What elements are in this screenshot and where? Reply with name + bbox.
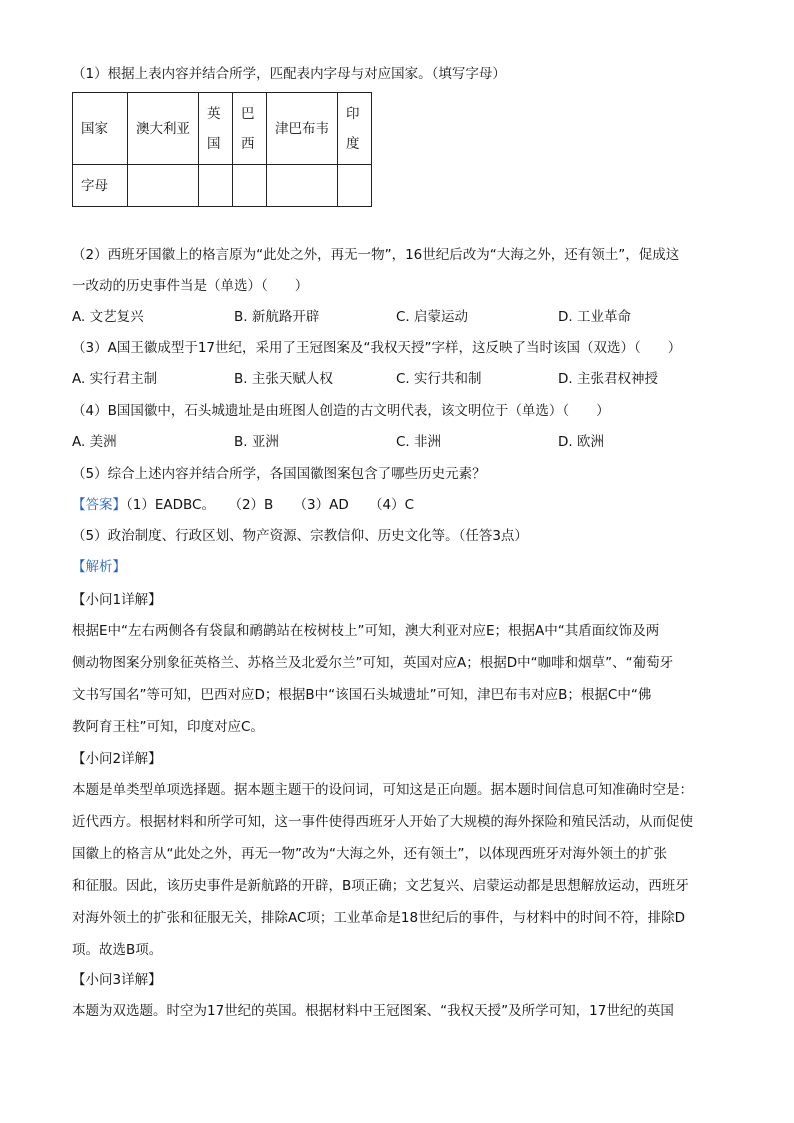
section2-line1: 本题是单类型单项选择题。据本题主题干的设问词，可知这是正向题。据本题时间信息可知准确时空是： bbox=[72, 782, 693, 798]
section2-line5: 对海外领土的扩张和征服无关，排除AC项；工业革命是18世纪后的事件，与材料中的时间不符，排除D bbox=[72, 910, 685, 926]
section3-line1: 本题为双选题。时空为17世纪的英国。根据材料中王冠图案、“我权天授”及所学可知，17世纪的英国 bbox=[72, 1003, 674, 1019]
table-country-brazil: 巴西 bbox=[233, 93, 267, 165]
section2-line4: 和征服。因此，该历史事件是新航路的开辟，B项正确；文艺复兴、启蒙运动都是思想解放运动，西班牙 bbox=[72, 878, 689, 894]
table-header-label: 国家 bbox=[73, 93, 128, 165]
country-letter-table bbox=[72, 92, 372, 207]
section2-line3: 国徽上的格言从“此处之外，再无一物”改为“大海之外，还有领土”，以体现西班牙对海外领土的扩张 bbox=[72, 846, 667, 862]
q4-option-d: D. 欧洲 bbox=[558, 434, 604, 450]
answer-text-1: （1）EADBC。 （2）B （3）AD （4）C bbox=[126, 497, 415, 513]
table-row-label: 字母 bbox=[73, 165, 128, 207]
q2-option-b: B. 新航路开辟 bbox=[234, 309, 320, 325]
section1-line1: 根据E中“左右两侧各有袋鼠和鸸鹋站在桉树枝上”可知，澳大利亚对应E；根据A中“其盾面纹饰及两 bbox=[72, 623, 660, 639]
answer-label: 【答案】 bbox=[72, 497, 126, 513]
section1-title: 【小问1详解】 bbox=[72, 592, 162, 608]
q3-option-c: C. 实行共和制 bbox=[396, 371, 482, 387]
q2-option-c: C. 启蒙运动 bbox=[396, 309, 469, 325]
answer-line1 bbox=[72, 495, 414, 515]
q3-option-b: B. 主张天赋人权 bbox=[234, 371, 333, 387]
table-country-uk: 英国 bbox=[199, 93, 233, 165]
q2-option-a: A. 文艺复兴 bbox=[72, 309, 144, 325]
section1-line2: 侧动物图案分别象征英格兰、苏格兰及北爱尔兰”可知，英国对应A；根据D中“咖啡和烟草”、“葡萄牙 bbox=[72, 655, 674, 671]
q2-option-d: D. 工业革命 bbox=[558, 309, 631, 325]
section2-line2: 近代西方。根据材料和所学可知，这一事件使得西班牙人开始了大规模的海外探险和殖民活动，从而促使 bbox=[72, 814, 693, 830]
q2-stem-line1: （2）西班牙国徽上的格言原为“此处之外，再无一物”，16世纪后改为“大海之外，还有领土”，促成这 bbox=[72, 247, 680, 263]
answer-cell-uk bbox=[199, 165, 233, 207]
q3-option-d: D. 主张君权神授 bbox=[558, 371, 658, 387]
section2-line6: 项。故选B项。 bbox=[72, 942, 163, 958]
answer-cell-india bbox=[338, 165, 372, 207]
q4-option-b: B. 亚洲 bbox=[234, 434, 279, 450]
answer-line2: （5）政治制度、行政区划、物产资源、宗教信仰、历史文化等。（任答3点） bbox=[72, 528, 528, 544]
analysis-label: 【解析】 bbox=[72, 559, 126, 575]
section2-title: 【小问2详解】 bbox=[72, 751, 162, 767]
table-country-australia: 澳大利亚 bbox=[128, 93, 199, 165]
q3-option-a: A. 实行君主制 bbox=[72, 371, 158, 387]
table-country-zimbabwe: 津巴布韦 bbox=[267, 93, 338, 165]
q3-stem: （3）A国王徽成型于17世纪，采用了王冠图案及“我权天授”字样，这反映了当时该国（双选）（ ） bbox=[72, 340, 682, 356]
section1-line3: 文书写国名”等可知，巴西对应D；根据B中“该国石头城遗址”可知，津巴布韦对应B；根据C中“佛 bbox=[72, 687, 652, 703]
section3-title: 【小问3详解】 bbox=[72, 972, 162, 988]
q4-option-c: C. 非洲 bbox=[396, 434, 442, 450]
q4-option-a: A. 美洲 bbox=[72, 434, 117, 450]
q1-stem: （1）根据上表内容并结合所学，匹配表内字母与对应国家。（填写字母） bbox=[72, 66, 506, 82]
q5-stem: （5）综合上述内容并结合所学，各国国徽图案包含了哪些历史元素？ bbox=[72, 466, 486, 482]
section1-line4: 教阿育王柱”可知，印度对应C。 bbox=[72, 719, 264, 735]
answer-cell-zimbabwe bbox=[267, 165, 338, 207]
answer-cell-brazil bbox=[233, 165, 267, 207]
q2-stem-line2: 一改动的历史事件当是（单选）（ ） bbox=[72, 278, 309, 294]
q4-stem: （4）B国国徽中，石头城遗址是由班图人创造的古文明代表，该文明位于（单选）（ ） bbox=[72, 403, 610, 419]
table-country-india: 印度 bbox=[338, 93, 372, 165]
answer-cell-australia bbox=[128, 165, 199, 207]
